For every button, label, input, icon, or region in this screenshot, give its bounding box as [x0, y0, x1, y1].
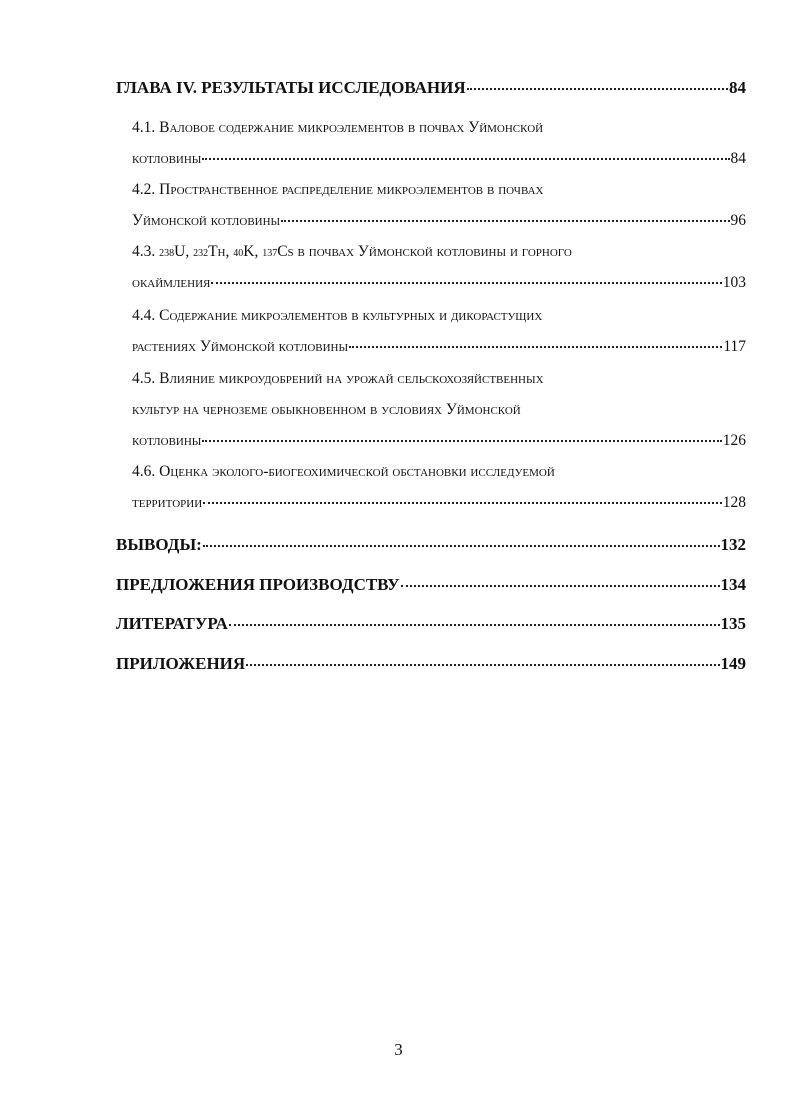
toc-entry-title-cont: растениях Уймонской котловины [132, 338, 349, 355]
toc-entry-4-3-line2[interactable] [132, 274, 746, 292]
toc-entry-page: 134 [720, 575, 746, 594]
toc-entry-page: 135 [720, 614, 746, 633]
toc-entry-title: ГЛАВА IV. РЕЗУЛЬТАТЫ ИССЛЕДОВАНИЯ [116, 78, 466, 97]
toc-entry-4-5-line1[interactable] [132, 370, 746, 388]
toc-entry-title-cont: Уймонской котловины [132, 212, 281, 229]
toc-entry-page: 117 [723, 338, 746, 355]
toc-entry-page: 84 [729, 78, 746, 97]
dot-leader [281, 220, 729, 222]
toc-entry-literature[interactable] [116, 614, 746, 634]
toc-entry-proposals[interactable] [116, 575, 746, 595]
toc-entry-page: 96 [730, 212, 746, 229]
toc-entry-4-2-line1[interactable] [132, 181, 746, 199]
isotope-symbol: U, [174, 243, 190, 260]
dot-leader [349, 346, 722, 348]
dot-leader [246, 664, 719, 666]
toc-entry-4-1-line2[interactable] [132, 150, 746, 168]
toc-entry-4-2-line2[interactable] [132, 212, 746, 230]
toc-entry-4-4-line2[interactable] [132, 338, 746, 356]
toc-entry-title-cont: территории [132, 494, 203, 511]
toc-entry-4-1-line1[interactable] [132, 119, 746, 137]
dot-leader [211, 282, 721, 284]
toc-entry-title: ВЫВОДЫ: [116, 535, 202, 554]
toc-entry-page: 128 [722, 494, 746, 511]
page-number: 3 [394, 1040, 403, 1059]
toc-entry-page: 149 [720, 654, 746, 673]
toc-entry-page: 84 [730, 150, 746, 167]
toc-entry-title: 4.4. Содержание микроэлементов в культурных и дикорастущих [132, 307, 543, 324]
toc-entry-title-cont: котловины [132, 432, 202, 449]
dot-leader [203, 502, 722, 504]
toc-entry-title: ПРИЛОЖЕНИЯ [116, 654, 246, 673]
toc-entry-4-6-line1[interactable] [132, 463, 746, 481]
toc-entry-4-5-line3[interactable] [132, 432, 746, 450]
isotope-symbol: Cs [277, 243, 294, 260]
dot-leader [401, 585, 720, 587]
toc-entry-title: 4.1. Валовое содержание микроэлементов в почвах Уймонской [132, 119, 544, 136]
dot-leader [467, 88, 728, 90]
dot-leader [202, 440, 721, 442]
toc-entry-number: 4.3. [132, 243, 156, 260]
dot-leader [202, 158, 729, 160]
dot-leader [229, 624, 720, 626]
toc-entry-title: в почвах Уймонской котловины и горного [297, 243, 572, 260]
toc-entry-title: ПРЕДЛОЖЕНИЯ ПРОИЗВОДСТВУ [116, 575, 400, 594]
toc-entry-page: 103 [722, 274, 746, 291]
toc-entry-4-6-line2[interactable] [132, 494, 746, 512]
dot-leader [203, 545, 720, 547]
toc-entry-conclusions[interactable] [116, 535, 746, 555]
toc-entry-title-cont: окаймления [132, 274, 211, 291]
toc-entry-title: 4.6. Оценка эколого-биогеохимической обстановки исследуемой [132, 463, 555, 480]
toc-entry-page: 132 [720, 535, 746, 554]
toc-entry-4-4-line1[interactable] [132, 307, 746, 325]
toc-entry-title: 4.5. Влияние микроудобрений на урожай сельскохозяйственных [132, 370, 544, 387]
toc-entry-chapter-4[interactable] [116, 78, 746, 98]
toc-entry-title: 4.2. Пространственное распределение микроэлементов в почвах [132, 181, 544, 198]
toc-entry-title-cont: культур на черноземе обыкновенном в условиях Уймонской [132, 401, 521, 418]
isotope-symbol: K, [243, 243, 259, 260]
isotope-symbol: Th, [208, 243, 230, 260]
toc-entry-4-3-line1[interactable]: 4.3. 238 U, 232 Th, 40 K, 137 Cs в почвах Уймонской котловины и горного [132, 243, 572, 260]
toc-entry-page: 126 [722, 432, 746, 449]
toc-entry-appendices[interactable] [116, 654, 746, 674]
toc-entry-4-5-line2[interactable] [132, 401, 746, 419]
toc-entry-title: ЛИТЕРАТУРА [116, 614, 228, 633]
toc-entry-title-cont: котловины [132, 150, 202, 167]
